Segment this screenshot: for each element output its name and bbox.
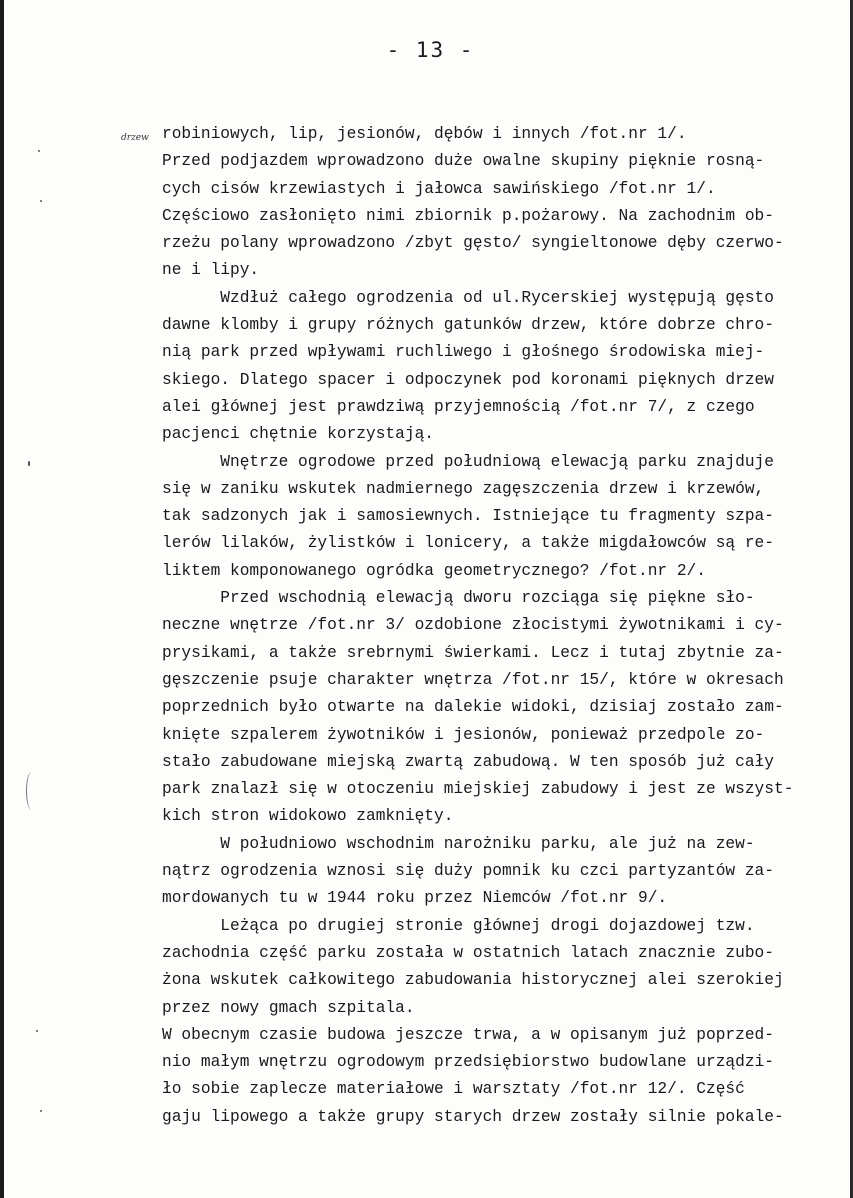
text-line: Leżąca po drugiej stronie głównej drogi dojazdowej tzw. bbox=[162, 916, 755, 935]
text-line: gaju lipowego a także grupy starych drzew zostały silnie pokale- bbox=[162, 1107, 784, 1126]
margin-speck bbox=[40, 200, 42, 202]
text-line: alei głównej jest prawdziwą przyjemnością /fot.nr 7/, z czego bbox=[162, 397, 755, 416]
text-line: zachodnia część parku została w ostatnich latach znacznie zubo- bbox=[162, 943, 774, 962]
text-line: Wnętrze ogrodowe przed południową elewacją parku znajduje bbox=[162, 452, 774, 471]
text-line: stało zabudowane miejską zwartą zabudową. W ten sposób już cały bbox=[162, 752, 774, 771]
text-line: pacjenci chętnie korzystają. bbox=[162, 425, 434, 444]
text-line: się w zaniku wskutek nadmiernego zagęszczenia drzew i krzewów, bbox=[162, 479, 765, 498]
margin-annotation: drzew bbox=[121, 133, 149, 143]
text-line: ne i lipy. bbox=[162, 261, 260, 280]
text-line: W południowo wschodnim narożniku parku, ale już na zew- bbox=[162, 834, 755, 853]
margin-speck bbox=[40, 1110, 42, 1112]
page-number: - 13 - bbox=[386, 38, 475, 62]
text-line: Przed podjazdem wprowadzono duże owalne skupiny pięknie rosną- bbox=[162, 152, 765, 171]
text-line: nią park przed wpływami ruchliwego i głośnego środowiska miej- bbox=[162, 343, 765, 362]
text-line: knięte szpalerem żywotników i jesionów, ponieważ przedpole zo- bbox=[162, 725, 765, 744]
text-line: Przed wschodnią elewacją dworu rozciąga się piękne sło- bbox=[162, 589, 755, 608]
text-line: Wzdłuż całego ogrodzenia od ul.Rycerskiej występują gęsto bbox=[162, 288, 774, 307]
text-line: prysikami, a także srebrnymi świerkami. Lecz i tutaj zbytnie za- bbox=[162, 643, 784, 662]
text-line: park znalazł się w otoczeniu miejskiej zabudowy i jest ze wszyst- bbox=[162, 780, 794, 799]
text-line: poprzednich było otwarte na dalekie widoki, dzisiaj zostało zam- bbox=[162, 698, 784, 717]
margin-speck bbox=[36, 1030, 38, 1032]
text-line: liktem komponowanego ogródka geometrycznego? /fot.nr 2/. bbox=[162, 561, 706, 580]
text-line: mordowanych tu w 1944 roku przez Niemców /fot.nr 9/. bbox=[162, 889, 668, 908]
margin-speck bbox=[38, 150, 40, 152]
text-line: ło sobie zaplecze materiałowe i warsztaty /fot.nr 12/. Część bbox=[162, 1080, 745, 1099]
text-line: W obecnym czasie budowa jeszcze trwa, a w opisanym już poprzed- bbox=[162, 1025, 774, 1044]
text-line: tak sadzonych jak i samosiewnych. Istniejące tu fragmenty szpa- bbox=[162, 507, 774, 526]
text-line: kich stron widokowo zamknięty. bbox=[162, 807, 454, 826]
text-line: rzeżu polany wprowadzono /zbyt gęsto/ syngieltonowe dęby czerwo- bbox=[162, 234, 784, 253]
typed-body-text bbox=[162, 121, 842, 1131]
text-line: skiego. Dlatego spacer i odpoczynek pod koronami pięknych drzew bbox=[162, 370, 774, 389]
text-line: neczne wnętrze /fot.nr 3/ ozdobione złocistymi żywotnikami i cy- bbox=[162, 616, 784, 635]
text-line: żona wskutek całkowitego zabudowania historycznej alei szerokiej bbox=[162, 971, 784, 990]
text-line: nątrz ogrodzenia wznosi się duży pomnik ku czci partyzantów za- bbox=[162, 862, 774, 881]
text-line: lerów lilaków, żylistków i lonicery, a także migdałowców są re- bbox=[162, 534, 774, 553]
text-line: dawne klomby i grupy różnych gatunków drzew, które dobrze chro- bbox=[162, 316, 774, 335]
text-line: przez nowy gmach szpitala. bbox=[162, 998, 415, 1017]
text-line: gęszczenie psuje charakter wnętrza /fot.nr 15/, które w okresach bbox=[162, 670, 784, 689]
margin-bracket-mark bbox=[26, 772, 37, 810]
text-line: cych cisów krzewiastych i jałowca sawińskiego /fot.nr 1/. bbox=[162, 179, 716, 198]
text-line: nio małym wnętrzu ogrodowym przedsiębiorstwo budowlane urządzi- bbox=[162, 1053, 774, 1072]
margin-speck bbox=[28, 461, 30, 466]
text-line: Częściowo zasłonięto nimi zbiornik p.pożarowy. Na zachodnim ob- bbox=[162, 206, 774, 225]
text-line: robiniowych, lip, jesionów, dębów i innych /fot.nr 1/. bbox=[162, 125, 687, 143]
